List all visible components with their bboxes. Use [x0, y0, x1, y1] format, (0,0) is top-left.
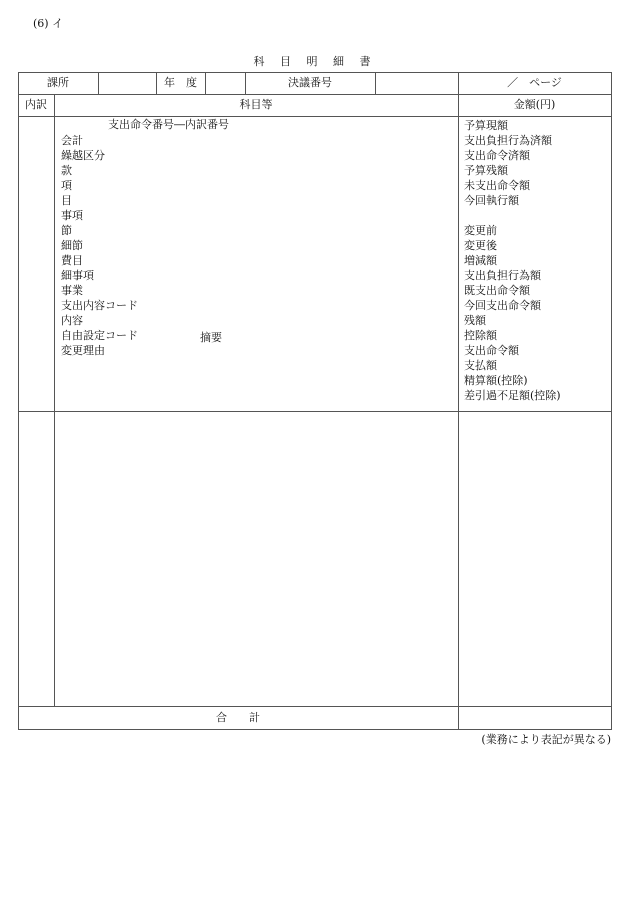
list-item: 精算額(控除)	[464, 374, 528, 387]
list-item: 既支出命令額	[464, 284, 530, 297]
list-item: 未支出命令額	[464, 179, 530, 192]
list-item: 細節	[61, 239, 83, 252]
amount-header: 金額(円)	[513, 98, 556, 111]
summary-label: 摘要	[200, 331, 222, 344]
document-title: 科 目 明 細 書	[253, 55, 377, 68]
list-item: 内容	[61, 314, 83, 327]
footnote: (業務により表記が異なる)	[481, 733, 611, 746]
list-item: 増減額	[464, 254, 497, 267]
list-item	[464, 208, 561, 223]
list-item: 細事項	[61, 269, 94, 282]
list-item: 会計	[61, 134, 83, 147]
list-item: 費目	[61, 254, 83, 267]
list-item: 事業	[61, 284, 83, 297]
list-item: 項	[61, 179, 72, 192]
dept-label: 課所	[47, 76, 69, 89]
list-item: 変更後	[464, 239, 497, 252]
list-item: 目	[61, 194, 72, 207]
list-item: 事項	[61, 209, 83, 222]
item-list	[61, 133, 138, 358]
breakdown-header: 内訳	[25, 98, 47, 111]
list-item: 節	[61, 224, 72, 237]
list-item: 支出命令済額	[464, 149, 530, 162]
list-item: 今回執行額	[464, 194, 519, 207]
fiscal-year-label: 年 度	[164, 76, 197, 89]
list-item: 変更理由	[61, 344, 105, 357]
list-item: 支出命令額	[464, 344, 519, 357]
list-item: 控除額	[464, 329, 497, 342]
list-item: 支出負担行為額	[464, 269, 541, 282]
page-label: ／ ページ	[507, 76, 562, 89]
list-item: 自由設定コード	[61, 329, 138, 342]
items-header: 科目等	[239, 98, 273, 111]
list-item: 予算現額	[464, 119, 508, 132]
list-item: 支払額	[464, 359, 497, 372]
list-item: 款	[61, 164, 72, 177]
section-label: (6) イ	[33, 17, 64, 30]
list-item: 支出内容コード	[61, 299, 138, 312]
total-label: 合 計	[216, 711, 260, 724]
list-item: 支出負担行為済額	[464, 134, 552, 147]
decision-number-label: 決議番号	[288, 76, 332, 89]
list-item: 変更前	[464, 224, 497, 237]
list-item: 繰越区分	[61, 149, 105, 162]
item-heading: 支出命令番号―内訳番号	[108, 118, 229, 131]
list-item: 差引過不足額(控除)	[464, 389, 561, 402]
amount-label-list	[464, 118, 561, 403]
list-item: 残額	[464, 314, 486, 327]
list-item: 予算残額	[464, 164, 508, 177]
list-item: 今回支出命令額	[464, 299, 541, 312]
